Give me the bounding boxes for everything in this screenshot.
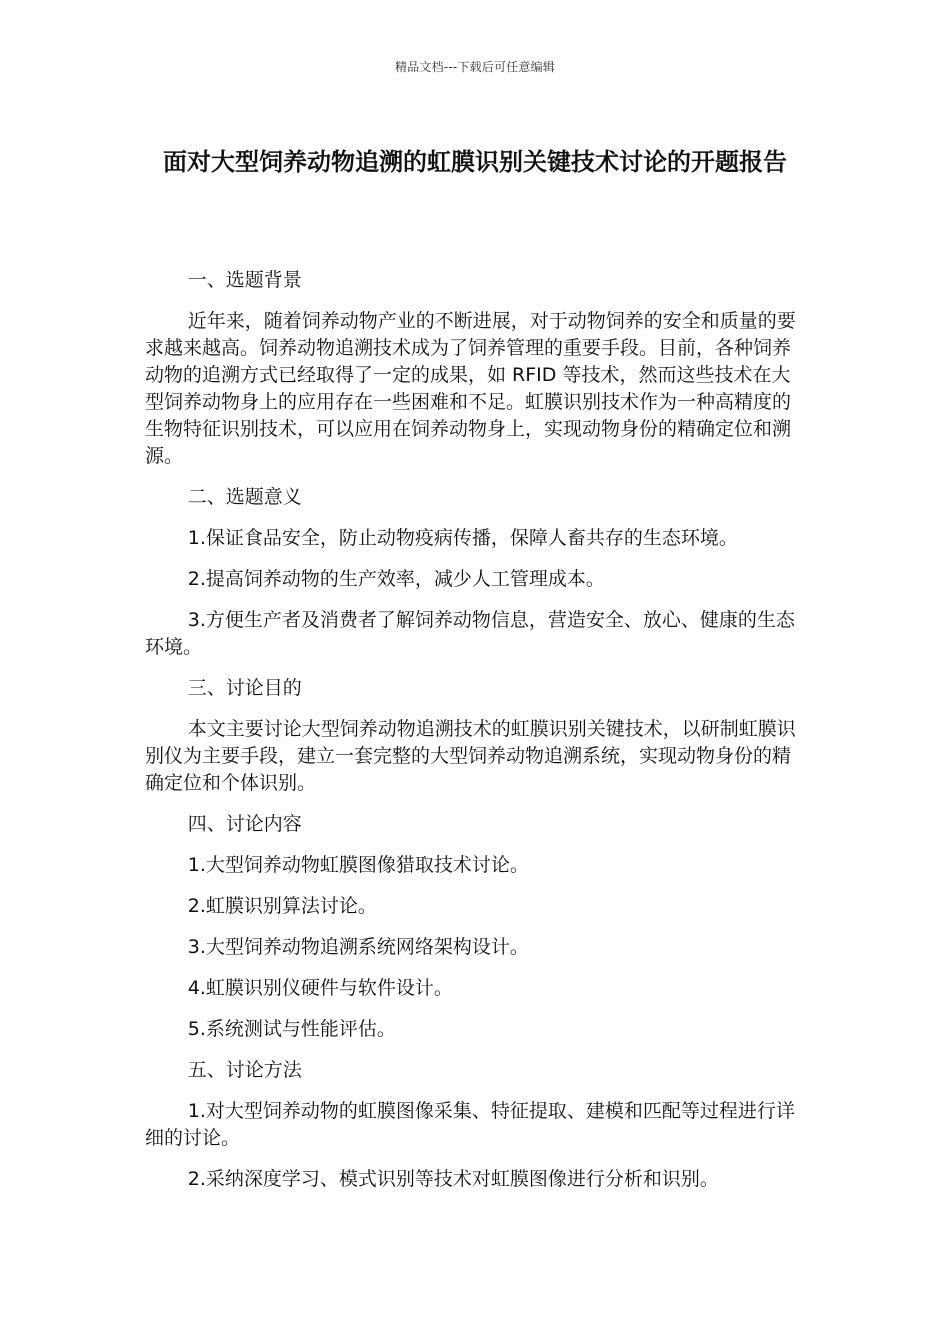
document-body <box>145 267 805 1207</box>
significance-item: 2.提高饲养动物的生产效率，减少人工管理成本。 <box>187 568 605 590</box>
content-item: 1.大型饲养动物虹膜图像猎取技术讨论。 <box>187 854 529 876</box>
content-item: 5.系统测试与性能评估。 <box>187 1018 396 1040</box>
purpose-paragraph: 本文主要讨论大型饲养动物追溯技术的虹膜识别关键技术，以研制虹膜识别仪为主要手段，建立一套完整的大型饲养动物追溯系统，实现动物身份的精确定位和个体识别。 <box>145 718 796 794</box>
methods-item: 2.采纳深度学习、模式识别等技术对虹膜图像进行分析和识别。 <box>187 1168 719 1190</box>
content-item: 2.虹膜识别算法讨论。 <box>187 895 377 917</box>
header-note: 精品文档---下载后可任意编辑 <box>395 60 555 74</box>
section-heading-purpose: 三、讨论目的 <box>187 677 302 699</box>
significance-item: 1.保证食品安全，防止动物疫病传播，保障人畜共存的生态环境。 <box>187 527 738 549</box>
section-heading-significance: 二、选题意义 <box>187 486 302 508</box>
document-title: 面对大型饲养动物追溯的虹膜识别关键技术讨论的开题报告 <box>163 148 787 176</box>
section-heading-methods: 五、讨论方法 <box>187 1059 302 1081</box>
background-paragraph: 近年来，随着饲养动物产业的不断进展，对于动物饲养的安全和质量的要求越来越高。饲养动物追溯技术成为了饲养管理的重要手段。目前，各种饲养动物的追溯方式已经取得了一定的成果，如 RFID 等技术，然而这些技术在大型饲养动物身上的应用存在一些困难和不足。虹膜识别技术作为一种高精度的生物特征识别技术，可以应用在饲养动物身上，实现动物身份的精确定位和溯源。 <box>145 310 796 467</box>
methods-item: 1.对大型饲养动物的虹膜图像采集、特征提取、建模和匹配等过程进行详细的讨论。 <box>145 1100 795 1149</box>
significance-item: 3.方便生产者及消费者了解饲养动物信息，营造安全、放心、健康的生态环境。 <box>145 609 795 658</box>
content-item: 4.虹膜识别仪硬件与软件设计。 <box>187 977 453 999</box>
content-item: 3.大型饲养动物追溯系统网络架构设计。 <box>187 936 529 958</box>
section-heading-content: 四、讨论内容 <box>187 813 302 835</box>
section-heading-background: 一、选题背景 <box>187 269 302 291</box>
